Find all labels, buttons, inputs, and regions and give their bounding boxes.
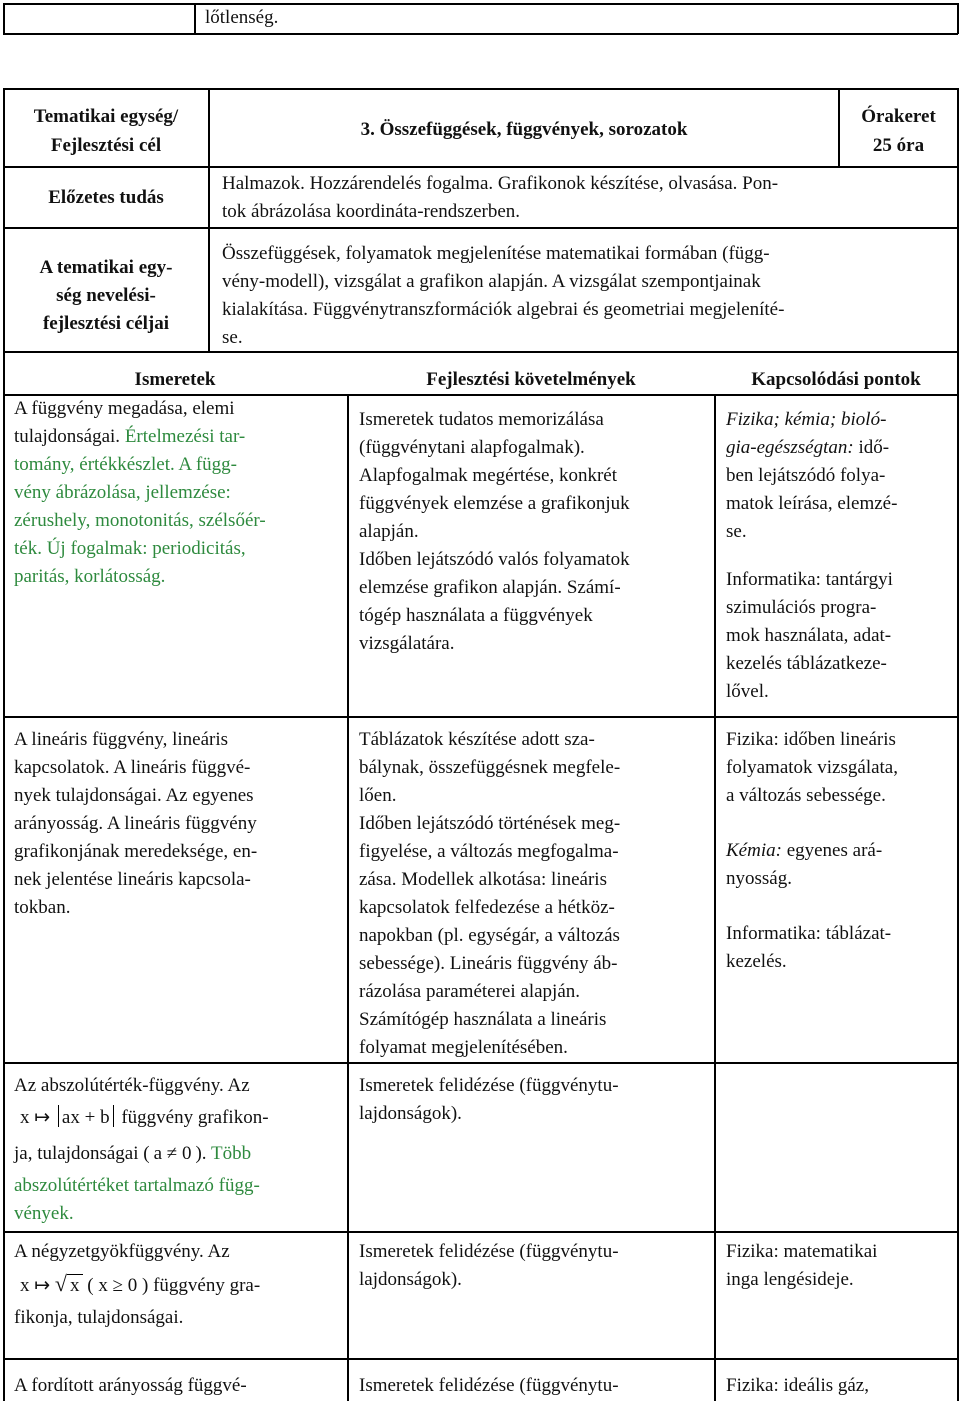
row2-p-line: a változás sebessége.: [726, 785, 886, 806]
row2-p-chem-label: Kémia:: [726, 840, 782, 861]
row2-f-line: Számítógép használata a lineáris: [359, 1009, 607, 1030]
row1-p2-line: mok használata, adat-: [726, 625, 892, 646]
row4-kapcsolodasi: [726, 1238, 954, 1294]
row4-p-line: inga lengésideje.: [726, 1269, 854, 1290]
goals-line: Összefüggések, folyamatok megjelenítése matematikai formában (függ-: [222, 243, 770, 264]
row1-p-line: matok leírása, elemzé-: [726, 493, 898, 514]
row3-k-line: Az abszolútérték-függvény. Az: [14, 1075, 250, 1096]
row1-k-green-line: zérushely, monotonitás, szélsőér-: [14, 510, 266, 531]
row2-p-line: Fizika: időben lineáris: [726, 729, 896, 750]
row2-f-line: Táblázatok készítése adott sza-: [359, 729, 595, 750]
top-table-border-bottom: [3, 33, 958, 35]
column-header-ismeretek: Ismeretek: [134, 369, 216, 390]
row1-ismeretek: [14, 395, 344, 591]
row2-k-line: kapcsolatok. A lineáris függvé-: [14, 757, 251, 778]
row2-fejlesztesi: [359, 726, 711, 1062]
row2-ismeretek: [14, 726, 344, 922]
row2-f-line: sebessége). Lineáris függvény áb-: [359, 953, 618, 974]
goals-line: se.: [222, 327, 243, 348]
row-line-2: [3, 1062, 958, 1064]
maps-to-arrow: ↦: [34, 1107, 51, 1128]
row-line-3: [3, 1231, 958, 1233]
row3-formula: [14, 1100, 344, 1136]
prior-label: Előzetes tudás: [48, 187, 164, 208]
col-divider-2: [714, 394, 716, 1401]
row2-f-line: zása. Modellek alkotása: lineáris: [359, 869, 607, 890]
formula-expr: ax + b: [61, 1107, 110, 1128]
row1-f-line: függvények elemzése a grafikonjuk: [359, 493, 630, 514]
row2-p-chem-line: egyenes ará-: [786, 840, 883, 861]
hours-block: [840, 102, 957, 160]
row3-k-green-line: vények.: [14, 1203, 74, 1224]
row2-f-line: kapcsolatok felfedezése a hétköz-: [359, 897, 615, 918]
row4-k-line: függvény gra-: [153, 1275, 261, 1296]
row1-k-line: tulajdonságai.: [14, 426, 121, 447]
row1-p2-line: szimulációs progra-: [726, 597, 877, 618]
formula-condition: ( x ≥ 0 ): [87, 1275, 149, 1296]
row2-k-line: arányosság. A lineáris függvény: [14, 813, 257, 834]
prior-line: Halmazok. Hozzárendelés fogalma. Grafikonok készítése, olvasása. Pon-: [222, 173, 779, 194]
row1-p-line: ben lejátszódó folya-: [726, 465, 886, 486]
row1-f-line: vizsgálatára.: [359, 633, 455, 654]
row2-p-inf-line: kezelés.: [726, 951, 787, 972]
row1-f-line: tógép használata a függvények: [359, 605, 593, 626]
row1-f-line: Ismeretek tudatos memorizálása: [359, 409, 604, 430]
row2-f-line: figyelése, a változás megfogalma-: [359, 841, 619, 862]
header-row-line: [3, 166, 958, 168]
formula-var: x: [20, 1107, 30, 1128]
abs-bar-left: [58, 1105, 59, 1127]
goals-line: vény-modell), vizsgálat a grafikon alapján. A vizsgálat szempontjainak: [222, 271, 761, 292]
row2-f-line: bálynak, összefüggésnek megfele-: [359, 757, 621, 778]
row3-k-green-line: abszolútértéket tartalmazó függ-: [14, 1175, 260, 1196]
top-table-divider: [194, 3, 196, 34]
row1-p-italic-line: Fizika; kémia; bioló-: [726, 409, 887, 430]
row2-f-line: rázolása paraméterei alapján.: [359, 981, 580, 1002]
top-row-text: lőtlenség.: [205, 7, 279, 28]
row1-k-green-line: paritás, korlátosság.: [14, 566, 166, 587]
row2-k-line: A lineáris függvény, lineáris: [14, 729, 229, 750]
prior-row-line: [3, 227, 958, 229]
row1-k-green-line: Értelmezési tar-: [124, 426, 246, 447]
top-table-border-left: [3, 3, 5, 34]
tematikai-label-line: Fejlesztési cél: [50, 135, 162, 156]
row5-ismeretek: A fordított arányosság függvé-: [14, 1375, 247, 1396]
row1-f-line: alapján.: [359, 521, 419, 542]
row-line-4: [3, 1358, 958, 1360]
row-line-1: [3, 716, 958, 718]
row4-k-line: A négyzetgyökfüggvény. Az: [14, 1241, 230, 1262]
prior-line: tok ábrázolása koordináta-rendszerben.: [222, 201, 521, 222]
row2-k-line: tokban.: [14, 897, 71, 918]
formula-condition: a ≠ 0: [153, 1143, 192, 1164]
row2-f-line: Időben lejátszódó történések meg-: [359, 813, 621, 834]
main-border-top: [3, 88, 958, 90]
column-header-kapcsolodasi: Kapcsolódási pontok: [751, 369, 921, 390]
row4-f-line: Ismeretek felidézése (függvénytu-: [359, 1241, 619, 1262]
row1-p2-line: lővel.: [726, 681, 769, 702]
row5-fejlesztesi: Ismeretek felidézése (függvénytu-: [359, 1375, 619, 1396]
tematikai-label: [5, 102, 207, 160]
row4-k-line: fikonja, tulajdonságai.: [14, 1307, 184, 1328]
row5-kapcsolodasi: Fizika: ideális gáz,: [726, 1375, 869, 1396]
prior-text: [222, 170, 952, 226]
goals-label-line: A tematikai egy-: [39, 257, 173, 278]
col-divider-1: [347, 394, 349, 1401]
main-border-right: [957, 88, 959, 1401]
row1-f-line: elemzése grafikon alapján. Számí-: [359, 577, 621, 598]
row3-ismeretek: [14, 1072, 344, 1228]
sqrt-icon: √: [54, 1271, 67, 1296]
row3-f-line: Ismeretek felidézése (függvénytu-: [359, 1075, 619, 1096]
row3-k-line: ja, tulajdonságai (: [14, 1143, 150, 1164]
row1-fejlesztesi: [359, 406, 711, 658]
row4-formula: [14, 1266, 344, 1304]
row2-p-line: folyamatok vizsgálata,: [726, 757, 898, 778]
row4-p-line: Fizika: matematikai: [726, 1241, 878, 1262]
row2-f-line: napokban (pl. egységár, a változás: [359, 925, 620, 946]
row4-ismeretek: [14, 1238, 344, 1332]
top-table-border-right: [957, 3, 959, 34]
row3-k-line: függvény grafikon-: [121, 1107, 269, 1128]
row3-f-line: lajdonságok).: [359, 1103, 462, 1124]
row1-p2-line: Informatika: tantárgyi: [726, 569, 893, 590]
row1-k-green-line: vény ábrázolása, jellemzése:: [14, 482, 231, 503]
row2-k-line: nyek tulajdonságai. Az egyenes: [14, 785, 254, 806]
row4-f-line: lajdonságok).: [359, 1269, 462, 1290]
row2-f-line: folyamat megjelenítésében.: [359, 1037, 568, 1058]
goals-label-line: ség nevelési-: [56, 285, 156, 306]
maps-to-arrow: ↦: [34, 1275, 51, 1296]
top-table-border-top: [3, 3, 958, 5]
row3-k-green-line: Több: [210, 1143, 252, 1164]
formula-var: x: [20, 1275, 30, 1296]
unit-title: 3. Összefüggések, függvények, sorozatok: [360, 119, 688, 140]
sqrt-radicand: x: [67, 1274, 83, 1296]
goals-text: [222, 240, 952, 352]
row1-k-line: A függvény megadása, elemi: [14, 398, 235, 419]
row1-p2-line: kezelés táblázatkeze-: [726, 653, 887, 674]
row1-p-line: idő-: [858, 437, 890, 458]
row2-p-chem-line: nyosság.: [726, 868, 792, 889]
row2-p-inf-line: Informatika: táblázat-: [726, 923, 892, 944]
row2-k-line: nek jelentése lineáris kapcsola-: [14, 869, 251, 890]
row2-f-line: lően.: [359, 785, 397, 806]
column-header-fejlesztesi: Fejlesztési követelmények: [426, 369, 636, 390]
goals-label-line: fejlesztési céljai: [42, 313, 170, 334]
row1-kapcsolodasi: [726, 406, 954, 706]
row1-f-line: (függvénytani alapfogalmak).: [359, 437, 585, 458]
goals-label: [5, 254, 207, 338]
row1-f-line: Alapfogalmak megértése, konkrét: [359, 465, 617, 486]
row1-k-green-line: ték. Új fogalmak: periodicitás,: [14, 538, 246, 559]
row2-kapcsolodasi: [726, 726, 954, 976]
row3-fejlesztesi: [359, 1072, 711, 1128]
row2-k-line: grafikonjának meredeksége, en-: [14, 841, 258, 862]
row1-k-green-line: tomány, értékkészlet. A függ-: [14, 454, 238, 475]
row3-k-line: ).: [195, 1143, 207, 1164]
goals-line: kialakítása. Függvénytranszformációk algebrai és geometriai megjeleníté-: [222, 299, 785, 320]
hours-label: Órakeret: [861, 106, 936, 127]
row1-p-line: se.: [726, 521, 747, 542]
row4-fejlesztesi: [359, 1238, 711, 1294]
row1-p-italic-line: gia-egészségtan:: [726, 437, 854, 458]
tematikai-label-line: Tematikai egység/: [33, 106, 179, 127]
row1-f-line: Időben lejátszódó valós folyamatok: [359, 549, 630, 570]
abs-bar-right: [113, 1105, 114, 1127]
hours-value: 25 óra: [872, 135, 925, 156]
